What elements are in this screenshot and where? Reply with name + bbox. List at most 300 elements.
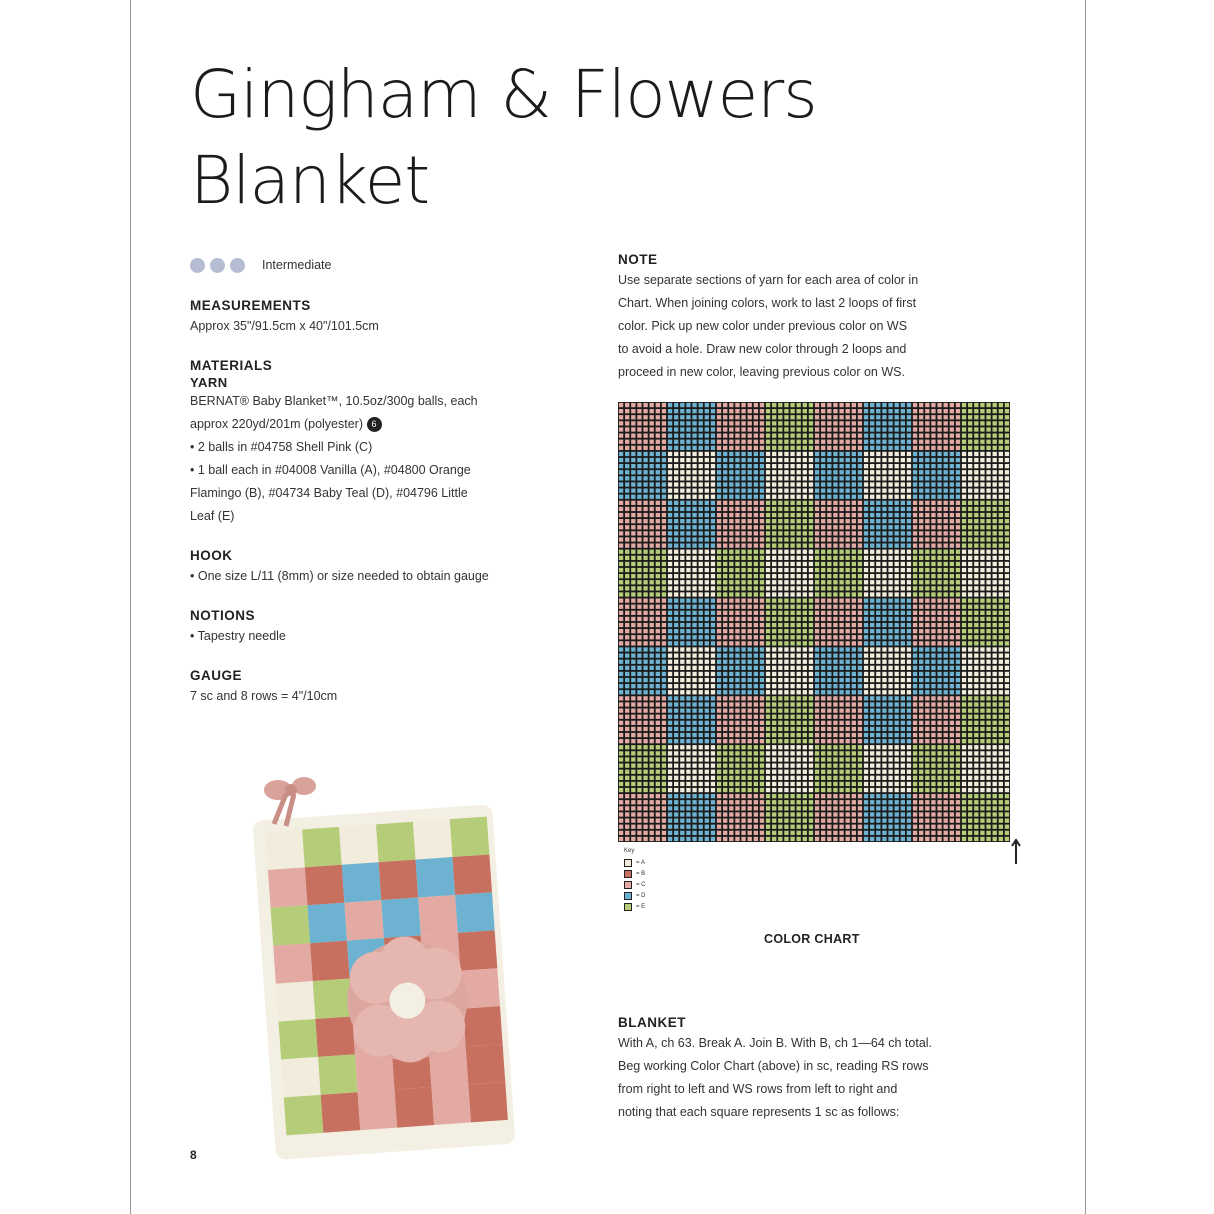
- chart-cell: [919, 403, 923, 407]
- chart-cell: [729, 812, 733, 816]
- chart-cell: [674, 531, 678, 535]
- chart-cell: [637, 470, 641, 474]
- chart-cell: [901, 629, 905, 633]
- chart-cell: [839, 831, 843, 835]
- chart-cell: [784, 605, 788, 609]
- chart-cell: [962, 605, 966, 609]
- chart-cell: [790, 776, 794, 780]
- chart-cell: [711, 476, 715, 480]
- chart-cell: [803, 440, 807, 444]
- chart-cell: [827, 427, 831, 431]
- chart-cell: [741, 782, 745, 786]
- chart-cell: [950, 653, 954, 657]
- chart-cell: [723, 739, 727, 743]
- chart-cell: [797, 831, 801, 835]
- chart-cell: [858, 476, 862, 480]
- chart-cell: [839, 825, 843, 829]
- chart-cell: [956, 660, 960, 664]
- chart-cell: [895, 666, 899, 670]
- chart-cell: [741, 653, 745, 657]
- chart-cell: [692, 617, 696, 621]
- chart-cell: [760, 635, 764, 639]
- chart-cell: [931, 605, 935, 609]
- chart-cell: [766, 806, 770, 810]
- chart-cell: [797, 696, 801, 700]
- skill-dot-icon: [210, 258, 225, 273]
- chart-cell: [999, 635, 1003, 639]
- chart-cell: [717, 440, 721, 444]
- chart-cell: [809, 519, 813, 523]
- chart-cell: [833, 513, 837, 517]
- chart-cell: [864, 568, 868, 572]
- chart-cell: [931, 488, 935, 492]
- chart-cell: [956, 831, 960, 835]
- chart-cell: [766, 501, 770, 505]
- chart-cell: [833, 800, 837, 804]
- chart-cell: [962, 550, 966, 554]
- chart-cell: [680, 715, 684, 719]
- chart-cell: [797, 635, 801, 639]
- chart-cell: [827, 556, 831, 560]
- chart-cell: [717, 446, 721, 450]
- chart-cell: [1005, 727, 1009, 731]
- chart-cell: [668, 831, 672, 835]
- chart-cell: [662, 482, 666, 486]
- chart-cell: [809, 733, 813, 737]
- chart-cell: [729, 702, 733, 706]
- chart-cell: [968, 684, 972, 688]
- chart-cell: [839, 782, 843, 786]
- chart-cell: [778, 623, 782, 627]
- chart-cell: [692, 562, 696, 566]
- chart-cell: [962, 421, 966, 425]
- chart-cell: [809, 574, 813, 578]
- chart-cell: [876, 403, 880, 407]
- chart-cell: [735, 427, 739, 431]
- chart-cell: [729, 806, 733, 810]
- chart-cell: [944, 501, 948, 505]
- chart-cell: [858, 727, 862, 731]
- chart-cell: [754, 458, 758, 462]
- chart-cell: [821, 715, 825, 719]
- chart-cell: [858, 568, 862, 572]
- chart-cell: [809, 641, 813, 645]
- chart-cell: [809, 501, 813, 505]
- chart-cell: [950, 598, 954, 602]
- chart-cell: [913, 647, 917, 651]
- chart-cell: [827, 757, 831, 761]
- chart-cell: [852, 574, 856, 578]
- chart-cell: [699, 666, 703, 670]
- chart-cell: [760, 513, 764, 517]
- chart-cell: [790, 440, 794, 444]
- chart-cell: [754, 440, 758, 444]
- chart-cell: [680, 763, 684, 767]
- chart-cell: [901, 580, 905, 584]
- chart-cell: [692, 678, 696, 682]
- chart-cell: [968, 501, 972, 505]
- chart-cell: [999, 409, 1003, 413]
- chart-cell: [821, 550, 825, 554]
- chart-cell: [956, 757, 960, 761]
- chart-cell: [937, 543, 941, 547]
- chart-cell: [907, 421, 911, 425]
- chart-cell: [778, 574, 782, 578]
- chart-cell: [852, 482, 856, 486]
- chart-cell: [950, 812, 954, 816]
- chart-cell: [625, 806, 629, 810]
- chart-cell: [784, 727, 788, 731]
- chart-cell: [950, 415, 954, 419]
- chart-cell: [888, 605, 892, 609]
- chart-cell: [937, 501, 941, 505]
- chart-cell: [631, 574, 635, 578]
- chart-cell: [815, 586, 819, 590]
- chart-cell: [625, 452, 629, 456]
- chart-cell: [656, 433, 660, 437]
- chart-cell: [913, 715, 917, 719]
- chart-cell: [864, 415, 868, 419]
- chart-cell: [729, 641, 733, 645]
- chart-cell: [833, 837, 837, 841]
- chart-cell: [858, 672, 862, 676]
- chart-cell: [699, 794, 703, 798]
- chart-cell: [980, 727, 984, 731]
- chart-cell: [699, 525, 703, 529]
- chart-cell: [729, 403, 733, 407]
- chart-cell: [931, 433, 935, 437]
- chart-cell: [870, 519, 874, 523]
- chart-cell: [895, 751, 899, 755]
- chart-cell: [705, 446, 709, 450]
- chart-cell: [950, 684, 954, 688]
- chart-cell: [858, 440, 862, 444]
- chart-cell: [674, 488, 678, 492]
- chart-cell: [656, 641, 660, 645]
- chart-cell: [790, 715, 794, 719]
- chart-cell: [950, 794, 954, 798]
- chart-cell: [864, 611, 868, 615]
- chart-cell: [619, 488, 623, 492]
- chart-cell: [772, 763, 776, 767]
- chart-cell: [760, 507, 764, 511]
- chart-cell: [980, 800, 984, 804]
- chart-cell: [735, 562, 739, 566]
- chart-cell: [846, 519, 850, 523]
- chart-cell: [760, 727, 764, 731]
- chart-cell: [637, 488, 641, 492]
- chart-cell: [876, 495, 880, 499]
- chart-cell: [784, 806, 788, 810]
- chart-cell: [711, 641, 715, 645]
- chart-cell: [956, 446, 960, 450]
- chart-cell: [919, 605, 923, 609]
- chart-cell: [956, 782, 960, 786]
- chart-cell: [686, 647, 690, 651]
- chart-cell: [815, 495, 819, 499]
- chart-cell: [735, 751, 739, 755]
- chart-cell: [803, 635, 807, 639]
- chart-cell: [711, 696, 715, 700]
- chart-cell: [919, 507, 923, 511]
- chart-cell: [827, 635, 831, 639]
- chart-cell: [852, 837, 856, 841]
- chart-cell: [950, 825, 954, 829]
- chart-cell: [680, 421, 684, 425]
- chart-cell: [711, 611, 715, 615]
- chart-cell: [962, 715, 966, 719]
- chart-cell: [705, 684, 709, 688]
- chart-cell: [925, 794, 929, 798]
- chart-cell: [1005, 770, 1009, 774]
- chart-cell: [662, 592, 666, 596]
- chart-cell: [748, 776, 752, 780]
- chart-cell: [986, 433, 990, 437]
- chart-cell: [913, 605, 917, 609]
- chart-cell: [827, 611, 831, 615]
- chart-cell: [790, 763, 794, 767]
- chart-cell: [919, 629, 923, 633]
- chart-cell: [637, 715, 641, 719]
- chart-cell: [888, 666, 892, 670]
- blanket-square: [381, 898, 421, 938]
- chart-cell: [637, 782, 641, 786]
- blanket-square: [413, 819, 453, 859]
- chart-cell: [821, 696, 825, 700]
- chart-cell: [631, 464, 635, 468]
- chart-cell: [766, 653, 770, 657]
- chart-cell: [882, 708, 886, 712]
- chart-cell: [784, 818, 788, 822]
- chart-cell: [650, 794, 654, 798]
- chart-cell: [852, 592, 856, 596]
- chart-cell: [625, 623, 629, 627]
- chart-cell: [705, 641, 709, 645]
- chart-cell: [797, 739, 801, 743]
- chart-cell: [643, 745, 647, 749]
- chart-cell: [913, 458, 917, 462]
- chart-cell: [656, 617, 660, 621]
- chart-cell: [668, 690, 672, 694]
- chart-cell: [754, 464, 758, 468]
- chart-cell: [937, 690, 941, 694]
- chart-cell: [723, 690, 727, 694]
- chart-cell: [650, 507, 654, 511]
- chart-cell: [815, 739, 819, 743]
- chart-cell: [705, 525, 709, 529]
- chart-cell: [778, 672, 782, 676]
- chart-cell: [686, 464, 690, 468]
- chart-cell: [815, 629, 819, 633]
- chart-cell: [686, 678, 690, 682]
- chart-cell: [656, 800, 660, 804]
- chart-cell: [668, 458, 672, 462]
- chart-cell: [766, 617, 770, 621]
- chart-cell: [962, 513, 966, 517]
- chart-cell: [944, 702, 948, 706]
- chart-cell: [637, 452, 641, 456]
- chart-cell: [993, 550, 997, 554]
- chart-cell: [999, 831, 1003, 835]
- chart-cell: [999, 580, 1003, 584]
- chart-cell: [619, 696, 623, 700]
- chart-cell: [674, 733, 678, 737]
- chart-cell: [699, 543, 703, 547]
- blanket-square: [268, 867, 308, 907]
- chart-cell: [827, 507, 831, 511]
- chart-cell: [821, 464, 825, 468]
- chart-cell: [888, 611, 892, 615]
- chart-cell: [637, 525, 641, 529]
- chart-cell: [919, 611, 923, 615]
- chart-cell: [852, 653, 856, 657]
- chart-cell: [974, 825, 978, 829]
- chart-cell: [999, 617, 1003, 621]
- chart-cell: [888, 782, 892, 786]
- chart-cell: [729, 611, 733, 615]
- chart-cell: [870, 452, 874, 456]
- chart-cell: [925, 421, 929, 425]
- chart-cell: [772, 495, 776, 499]
- chart-cell: [674, 690, 678, 694]
- chart-cell: [815, 788, 819, 792]
- chart-cell: [821, 812, 825, 816]
- chart-cell: [986, 818, 990, 822]
- chart-cell: [699, 702, 703, 706]
- chart-cell: [778, 488, 782, 492]
- chart-cell: [907, 690, 911, 694]
- chart-cell: [643, 464, 647, 468]
- chart-cell: [723, 598, 727, 602]
- chart-cell: [833, 421, 837, 425]
- chart-cell: [852, 611, 856, 615]
- chart-cell: [692, 592, 696, 596]
- blanket-square: [271, 905, 311, 945]
- chart-cell: [766, 476, 770, 480]
- chart-cell: [833, 831, 837, 835]
- chart-cell: [876, 647, 880, 651]
- chart-cell: [839, 776, 843, 780]
- chart-cell: [778, 427, 782, 431]
- chart-cell: [650, 635, 654, 639]
- chart-cell: [950, 611, 954, 615]
- chart-cell: [717, 482, 721, 486]
- chart-cell: [650, 812, 654, 816]
- chart-cell: [956, 825, 960, 829]
- chart-cell: [784, 812, 788, 816]
- chart-cell: [919, 690, 923, 694]
- chart-cell: [968, 837, 972, 841]
- chart-cell: [760, 605, 764, 609]
- chart-cell: [833, 501, 837, 505]
- chart-cell: [619, 440, 623, 444]
- chart-cell: [846, 678, 850, 682]
- chart-cell: [631, 592, 635, 596]
- chart-cell: [650, 727, 654, 731]
- chart-cell: [821, 409, 825, 413]
- chart-cell: [784, 556, 788, 560]
- chart-cell: [980, 776, 984, 780]
- chart-cell: [662, 672, 666, 676]
- chart-cell: [846, 727, 850, 731]
- chart-cell: [650, 782, 654, 786]
- chart-cell: [662, 605, 666, 609]
- chart-cell: [631, 531, 635, 535]
- chart-cell: [876, 452, 880, 456]
- materials-section: [190, 358, 590, 528]
- chart-cell: [956, 623, 960, 627]
- chart-cell: [974, 745, 978, 749]
- chart-cell: [680, 543, 684, 547]
- chart-cell: [919, 788, 923, 792]
- chart-cell: [797, 543, 801, 547]
- chart-cell: [907, 653, 911, 657]
- chart-cell: [711, 727, 715, 731]
- chart-cell: [778, 611, 782, 615]
- chart-cell: [619, 739, 623, 743]
- chart-cell: [999, 770, 1003, 774]
- chart-cell: [895, 415, 899, 419]
- chart-cell: [717, 770, 721, 774]
- chart-cell: [686, 482, 690, 486]
- chart-cell: [888, 770, 892, 774]
- chart-cell: [699, 617, 703, 621]
- chart-cell: [741, 818, 745, 822]
- chart-cell: [968, 574, 972, 578]
- chart-cell: [656, 482, 660, 486]
- chart-cell: [711, 403, 715, 407]
- chart-cell: [907, 556, 911, 560]
- chart-cell: [760, 678, 764, 682]
- chart-cell: [790, 403, 794, 407]
- chart-cell: [686, 537, 690, 541]
- chart-cell: [692, 623, 696, 627]
- chart-cell: [699, 427, 703, 431]
- chart-cell: [993, 660, 997, 664]
- chart-cell: [993, 537, 997, 541]
- chart-cell: [919, 837, 923, 841]
- chart-cell: [637, 672, 641, 676]
- chart-cell: [882, 513, 886, 517]
- chart-cell: [968, 641, 972, 645]
- chart-cell: [778, 507, 782, 511]
- chart-cell: [833, 440, 837, 444]
- chart-cell: [754, 751, 758, 755]
- chart-cell: [882, 415, 886, 419]
- chart-cell: [919, 825, 923, 829]
- chart-cell: [950, 782, 954, 786]
- chart-cell: [931, 586, 935, 590]
- chart-cell: [772, 818, 776, 822]
- chart-cell: [754, 825, 758, 829]
- chart-cell: [962, 739, 966, 743]
- chart-cell: [986, 458, 990, 462]
- chart-cell: [674, 574, 678, 578]
- chart-cell: [944, 770, 948, 774]
- chart-cell: [852, 751, 856, 755]
- chart-cell: [790, 800, 794, 804]
- chart-cell: [864, 818, 868, 822]
- chart-cell: [772, 678, 776, 682]
- chart-cell: [846, 440, 850, 444]
- chart-cell: [852, 507, 856, 511]
- chart-cell: [937, 788, 941, 792]
- chart-cell: [815, 501, 819, 505]
- chart-cell: [754, 556, 758, 560]
- chart-cell: [760, 458, 764, 462]
- chart-cell: [944, 782, 948, 786]
- key-text: = B: [636, 870, 646, 877]
